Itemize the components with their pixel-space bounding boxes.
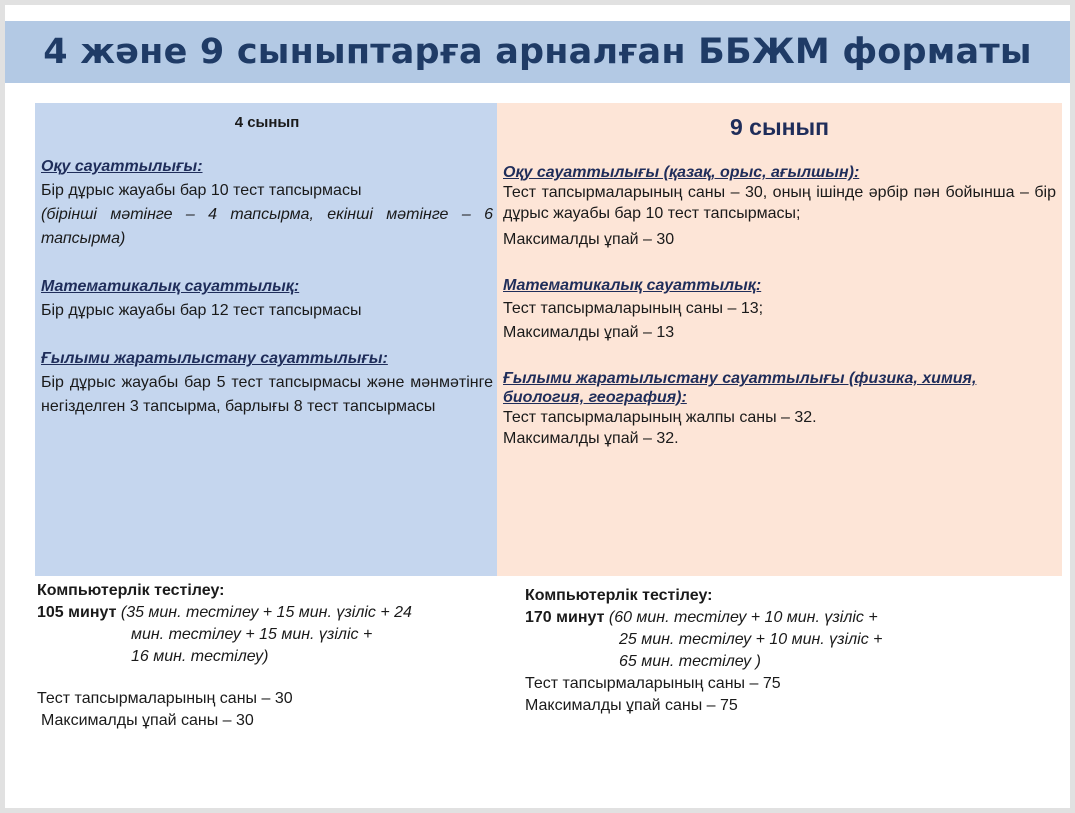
duration-detail: (60 мин. тестілеу + 10 мин. үзіліс + [608, 609, 878, 626]
science-literacy-heading: Ғылыми жаратылыстану сауаттылығы: [41, 350, 388, 367]
reading-literacy-max-score: Максималды ұпай – 30 [503, 231, 675, 248]
reading-literacy-detail: (бірінші мәтінге – 4 тапсырма, екінші мәтінге – 6 тапсырма) [41, 206, 493, 247]
science-literacy-text: Тест тапсырмаларының жалпы саны – 32. [503, 409, 817, 426]
grade-9-heading: 9 сынып [729, 114, 830, 140]
math-literacy-max-score: Максималды ұпай – 13 [503, 324, 675, 341]
max-score: Максималды ұпай саны – 30 [41, 712, 254, 729]
math-literacy-heading: Математикалық сауаттылық: [503, 277, 762, 294]
science-literacy-max-score: Максималды ұпай – 32. [503, 430, 679, 447]
science-literacy-text: Бір дұрыс жауабы бар 5 тест тапсырмасы және мәнмәтінге негізделген 3 тапсырма, барлығы 8 тест тапсырмасы [41, 374, 493, 415]
task-count: Тест тапсырмаларының саны – 30 [37, 690, 293, 707]
math-literacy-heading: Математикалық сауаттылық: [41, 278, 300, 295]
grade-4-heading: 4 сынып [234, 114, 300, 131]
task-count: Тест тапсырмаларының саны – 75 [525, 675, 781, 692]
duration-detail: мин. тестілеу + 15 мин. үзіліс + [131, 626, 373, 643]
computer-testing-heading: Компьютерлік тестілеу: [37, 582, 225, 599]
science-literacy-heading: Ғылыми жаратылыстану сауаттылығы (физика, химия, биология, география): [503, 370, 977, 406]
duration-detail: (35 мин. тестілеу + 15 мин. үзіліс + 24 [120, 604, 412, 621]
reading-literacy-text: Бір дұрыс жауабы бар 10 тест тапсырмасы [41, 182, 362, 199]
grade-9-testing-info [525, 585, 985, 717]
reading-literacy-text: Тест тапсырмаларының саны – 30, оның ішінде әрбір пән бойынша – бір дұрыс жауабы бар 10 тест тапсырмасы; [503, 184, 1056, 222]
duration-detail: 25 мин. тестілеу + 10 мин. үзіліс + [619, 631, 883, 648]
grade-4-panel [35, 103, 497, 576]
math-literacy-text: Тест тапсырмаларының саны – 13; [503, 300, 764, 317]
duration: 105 минут [37, 604, 117, 621]
page-title: 4 және 9 сыныптарға арналған ББЖМ форматы [43, 32, 1032, 72]
reading-literacy-heading: Оқу сауаттылығы (қазақ, орыс, ағылшын): [503, 164, 860, 181]
grade-9-panel [497, 103, 1062, 576]
max-score: Максималды ұпай саны – 75 [525, 697, 738, 714]
computer-testing-heading: Компьютерлік тестілеу: [525, 587, 713, 604]
duration: 170 минут [525, 609, 605, 626]
duration-detail: 16 мин. тестілеу) [131, 648, 269, 665]
math-literacy-text: Бір дұрыс жауабы бар 12 тест тапсырмасы [41, 302, 362, 319]
duration-detail: 65 мин. тестілеу ) [619, 653, 761, 670]
grade-4-testing-info [37, 580, 497, 732]
slide [5, 5, 1070, 808]
reading-literacy-heading: Оқу сауаттылығы: [41, 158, 203, 175]
